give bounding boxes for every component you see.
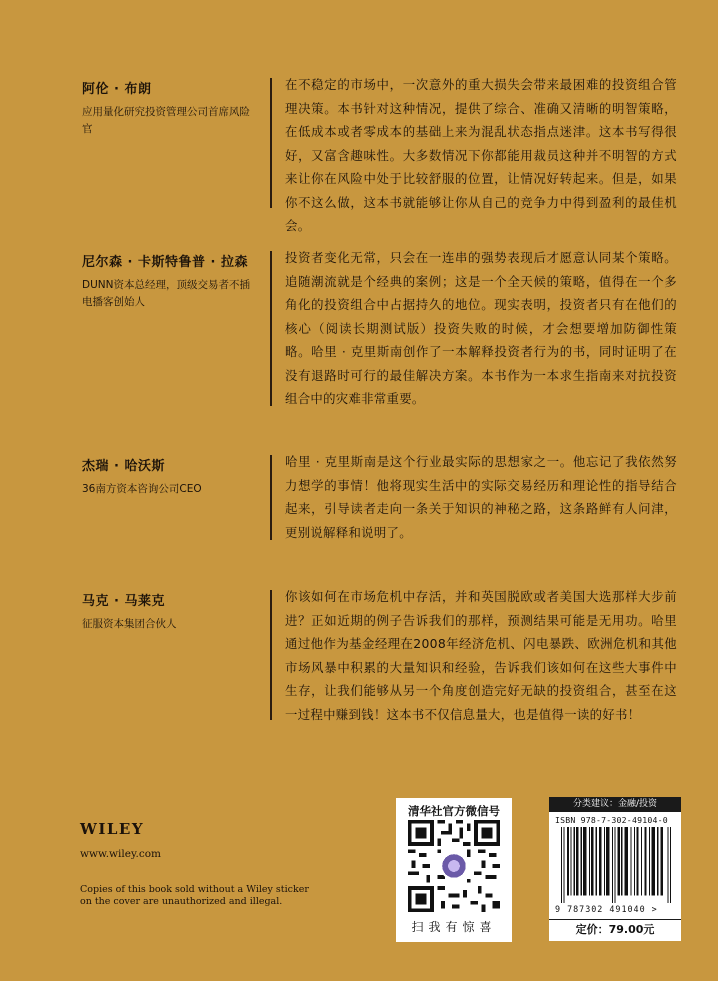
qr-title: 清华社官方微信号 — [408, 804, 500, 818]
qr-code-icon[interactable] — [408, 820, 500, 912]
wechat-qr-panel — [396, 798, 512, 942]
endorsement-quote: 你该如何在市场危机中存活，并和英国脱欧或者美国大选那样大步前进？正如近期的例子告诉我们的那样，预测结果可能是无用功。哈里通过他作为基金经理在2008年经济危机、闪电暴跌、欧洲危机和其他市场风暴中积累的大量知识和经验，告诉我们该如何在这些大事件中生存，让我们能够从另一个角度创造完好无缺的投资组合，甚至在这一过程中赚到钱！这本书不仅信息量大，也是值得一读的好书！ — [285, 589, 677, 722]
divider — [270, 78, 272, 208]
endorser-title: DUNN资本总经理，顶级交易者不插电播客创始人 — [82, 279, 250, 308]
price: 定价：79.00元 — [549, 919, 681, 940]
endorser-name: 马克 · 马莱克 — [82, 594, 165, 609]
sticker-notice: Copies of this book sold without a Wiley sticker on the cover are unauthorized and illegal. — [80, 884, 309, 907]
endorser-title: 应用量化研究投资管理公司首席风险官 — [82, 106, 250, 135]
publisher-logo: WILEY — [80, 820, 145, 838]
endorser-name: 尼尔森 · 卡斯特鲁普 · 拉森 — [82, 255, 248, 270]
endorsement-quote: 投资者变化无常，只会在一连串的强势表现后才愿意认同某个策略。追随潮流就是个经典的案例；这是一个全天候的策略，值得在一个多角化的投资组合中占据持久的地位。现实表明，投资者只有在他们的核心（阅读长期测试版）投资失败的时候，才会想要增加防御性策略。哈里 · 克里斯南创作了一本解释投资者行为的书，同时证明了在没有退路时可行的最佳解决方案。本书作为一本求生指南来对抗投资组合中的灾难非常重要。 — [285, 250, 677, 406]
endorsement-quote: 在不稳定的市场中，一次意外的重大损失会带来最困难的投资组合管理决策。本书针对这种情况，提供了综合、准确又清晰的明智策略，在低成本或者零成本的基础上来为混乱状态指点迷津。这本书写得很好，又富含趣味性。大多数情况下你都能用裁员这种并不明智的方式来让你在风险中处于比较舒服的位置，让情况好转起来。但是，如果你不这么做，这本书就能够让你从自己的竞争力中得到盈利的最佳机会。 — [285, 77, 677, 233]
endorsement-quote: 哈里 · 克里斯南是这个行业最实际的思想家之一。他忘记了我依然努力想学的事情！他将现实生活中的实际交易经历和理论性的指导结合起来，引导读者走向一条关于知识的神秘之路，这条路鲜有人问津，更别说解释和说明了。 — [285, 454, 677, 540]
endorser-title: 36南方资本咨询公司CEO — [82, 483, 202, 495]
barcode-icon — [561, 827, 671, 903]
ean-number: 9 787302 491040 > — [555, 904, 658, 914]
publisher-url[interactable]: www.wiley.com — [80, 848, 162, 860]
divider — [270, 455, 272, 540]
endorser-name: 杰瑞 · 哈沃斯 — [82, 459, 165, 474]
isbn-panel — [549, 797, 681, 941]
endorser-title: 征服资本集团合伙人 — [82, 618, 177, 630]
divider — [270, 251, 272, 406]
category-label: 分类建议：金融/投资 — [549, 797, 681, 812]
divider — [270, 590, 272, 720]
isbn-number: ISBN 978-7-302-49104-0 — [555, 815, 668, 825]
endorser-name: 阿伦 · 布朗 — [82, 82, 152, 97]
qr-caption: 扫我有惊喜 — [411, 920, 497, 934]
